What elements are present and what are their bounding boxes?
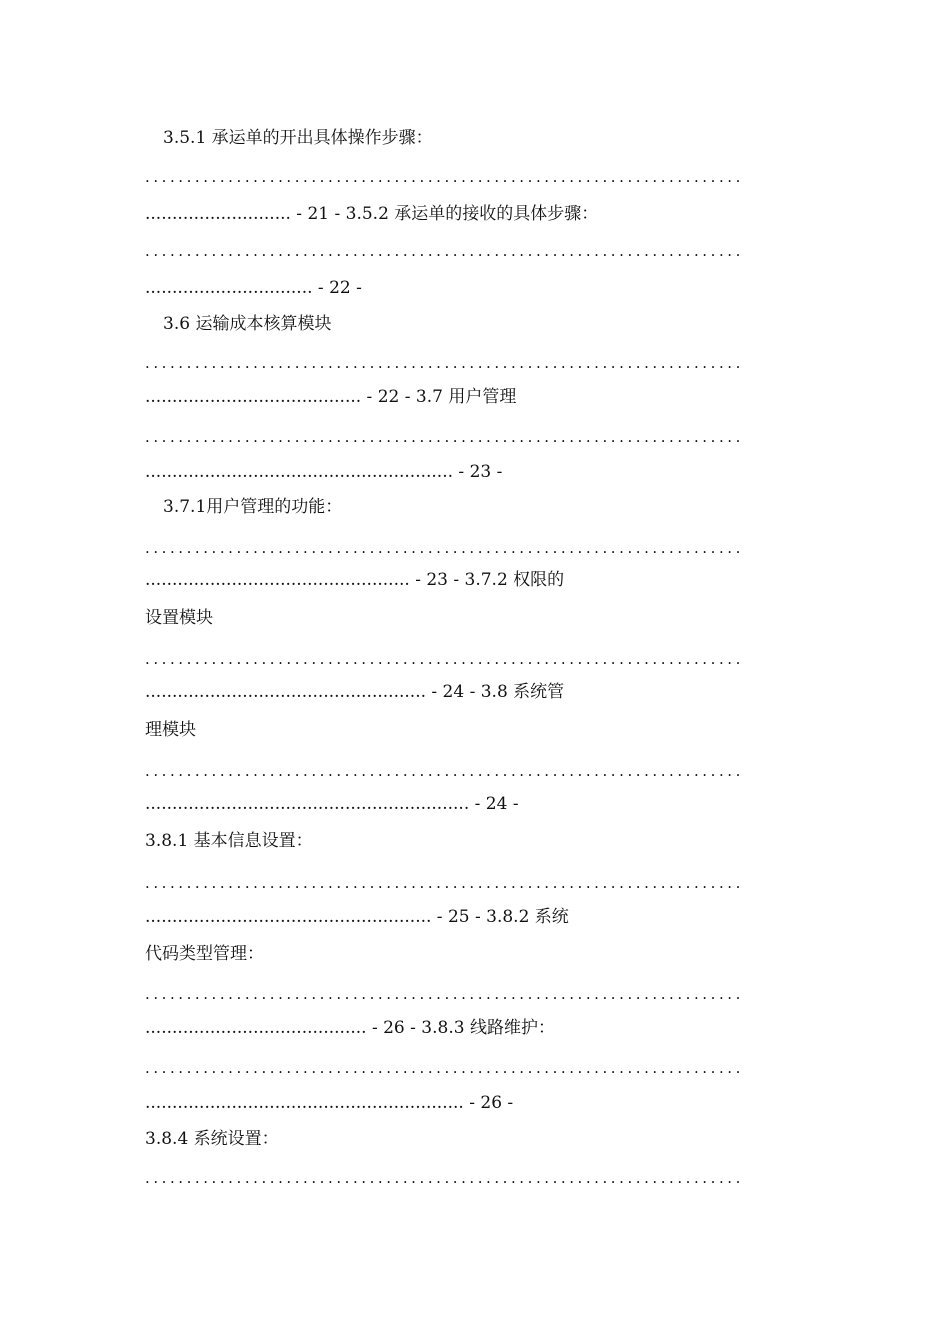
toc-dot-leader: ........................................................................ xyxy=(145,242,744,260)
toc-entry-3-8: .................................................... - 24 - 3.8 系统管 xyxy=(145,682,565,702)
toc-entry-3-7-2: ................................................. - 23 - 3.7.2 权限的 xyxy=(145,570,565,590)
toc-entry-3-8-4: 3.8.4 系统设置： xyxy=(145,1129,279,1149)
toc-dot-leader: ........................................................................ xyxy=(145,428,744,446)
toc-page-ref: ........................................................... - 26 - xyxy=(145,1093,514,1113)
toc-dot-leader: ........................................................................ xyxy=(145,650,744,668)
toc-entry-continuation: 代码类型管理： xyxy=(145,944,264,964)
toc-dot-leader: ........................................................................ xyxy=(145,1169,744,1187)
toc-entry-3-5-1: 3.5.1 承运单的开出具体操作步骤： xyxy=(163,128,433,148)
toc-entry-continuation: 理模块 xyxy=(145,720,196,740)
toc-page-ref: ............................................................ - 24 - xyxy=(145,794,519,814)
toc-dot-leader: ........................................................................ xyxy=(145,762,744,780)
toc-entry-3-8-3: ......................................... - 26 - 3.8.3 线路维护： xyxy=(145,1018,555,1038)
toc-dot-leader: ........................................................................ xyxy=(145,874,744,892)
toc-entry-3-5-2: ........................... - 21 - 3.5.2 承运单的接收的具体步骤： xyxy=(145,204,599,224)
toc-entry-3-7: ........................................ - 22 - 3.7 用户管理 xyxy=(145,387,517,407)
toc-dot-leader: ........................................................................ xyxy=(145,168,744,186)
toc-entry-3-8-2: ..................................................... - 25 - 3.8.2 系统 xyxy=(145,907,569,927)
toc-dot-leader: ........................................................................ xyxy=(145,1059,744,1077)
toc-entry-3-6: 3.6 运输成本核算模块 xyxy=(163,314,332,334)
toc-page-ref: ............................... - 22 - xyxy=(145,278,362,298)
toc-entry-continuation: 设置模块 xyxy=(145,608,213,628)
toc-entry-3-7-1: 3.7.1用户管理的功能： xyxy=(163,497,343,517)
toc-dot-leader: ........................................................................ xyxy=(145,985,744,1003)
toc-entry-3-8-1: 3.8.1 基本信息设置： xyxy=(145,831,313,851)
toc-dot-leader: ........................................................................ xyxy=(145,354,744,372)
toc-page-ref: ......................................................... - 23 - xyxy=(145,462,503,482)
toc-dot-leader: ........................................................................ xyxy=(145,539,744,557)
